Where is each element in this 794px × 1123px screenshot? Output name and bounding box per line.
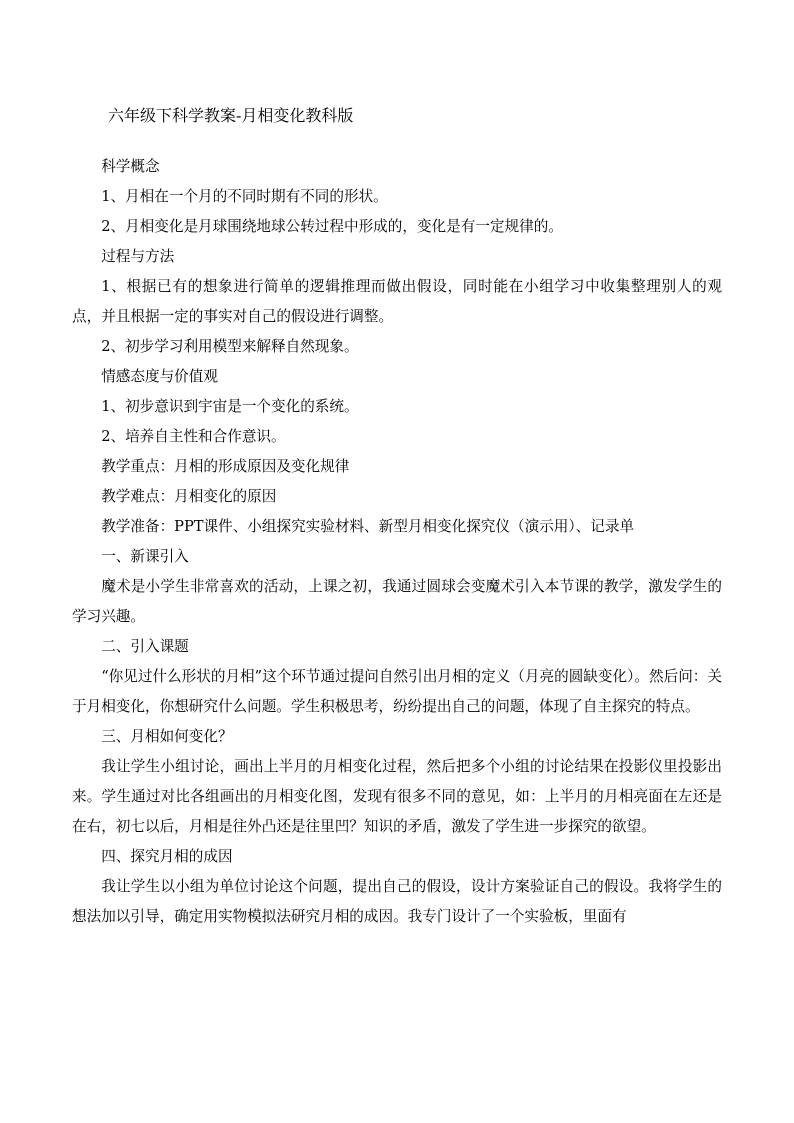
paragraph: “你见过什么形状的月相”这个环节通过提问自然引出月相的定义（月亮的圆缺变化）。然后问：关于月相变化，你想研究什么问题。学生积极思考，纷纷提出自己的问题，体现了自主探究的特点。 xyxy=(72,668,722,715)
paragraph: 我让学生以小组为单位讨论这个问题，提出自己的假设，设计方案验证自己的假设。我将学生的想法加以引导，确定用实物模拟法研究月相的成因。我专门设计了一个实验板，里面有 xyxy=(72,878,722,925)
paragraph: 我让学生小组讨论，画出上半月的月相变化过程，然后把多个小组的讨论结果在投影仪里投影出来。学生通过对比各组画出的月相变化图，发现有很多不同的意见，如：上半月的月相亮面在左还是在右，初七以后，月相是往外凸还是往里凹？知识的矛盾，激发了学生进一步探究的欲望。 xyxy=(72,758,722,835)
document-title: 六年级下科学教案-月相变化教科版 xyxy=(108,106,354,125)
paragraph: 2、月相变化是月球围绕地球公转过程中形成的，变化是有一定规律的。 xyxy=(101,218,563,235)
paragraph: 1、月相在一个月的不同时期有不同的形状。 xyxy=(101,188,388,205)
paragraph: 教学难点：月相变化的原因 xyxy=(101,488,277,505)
section-heading: 四、探究月相的成因 xyxy=(101,848,233,865)
paragraph: 教学重点：月相的形成原因及变化规律 xyxy=(101,458,350,475)
paragraph: 魔术是小学生非常喜欢的活动，上课之初，我通过圆球会变魔术引入本节课的教学，激发学生的学习兴趣。 xyxy=(72,578,722,625)
paragraph: 1、初步意识到宇宙是一个变化的系统。 xyxy=(101,398,359,415)
section-heading: 科学概念 xyxy=(101,158,160,175)
paragraph: 2、初步学习利用模型来解释自然现象。 xyxy=(101,338,359,355)
section-heading: 三、月相如何变化？ xyxy=(101,728,233,745)
paragraph: 教学准备：PPT课件、小组探究实验材料、新型月相变化探究仪（演示用）、记录单 xyxy=(101,518,635,535)
document-body xyxy=(72,152,722,932)
section-heading: 二、引入课题 xyxy=(101,638,189,655)
paragraph: 2、培养自主性和合作意识。 xyxy=(101,428,286,445)
paragraph: 1、根据已有的想象进行简单的逻辑推理而做出假设，同时能在小组学习中收集整理别人的观点，并且根据一定的事实对自己的假设进行调整。 xyxy=(72,278,722,325)
section-heading: 情感态度与价值观 xyxy=(101,368,218,385)
section-heading: 一、新课引入 xyxy=(101,548,189,565)
section-heading: 过程与方法 xyxy=(101,248,175,265)
